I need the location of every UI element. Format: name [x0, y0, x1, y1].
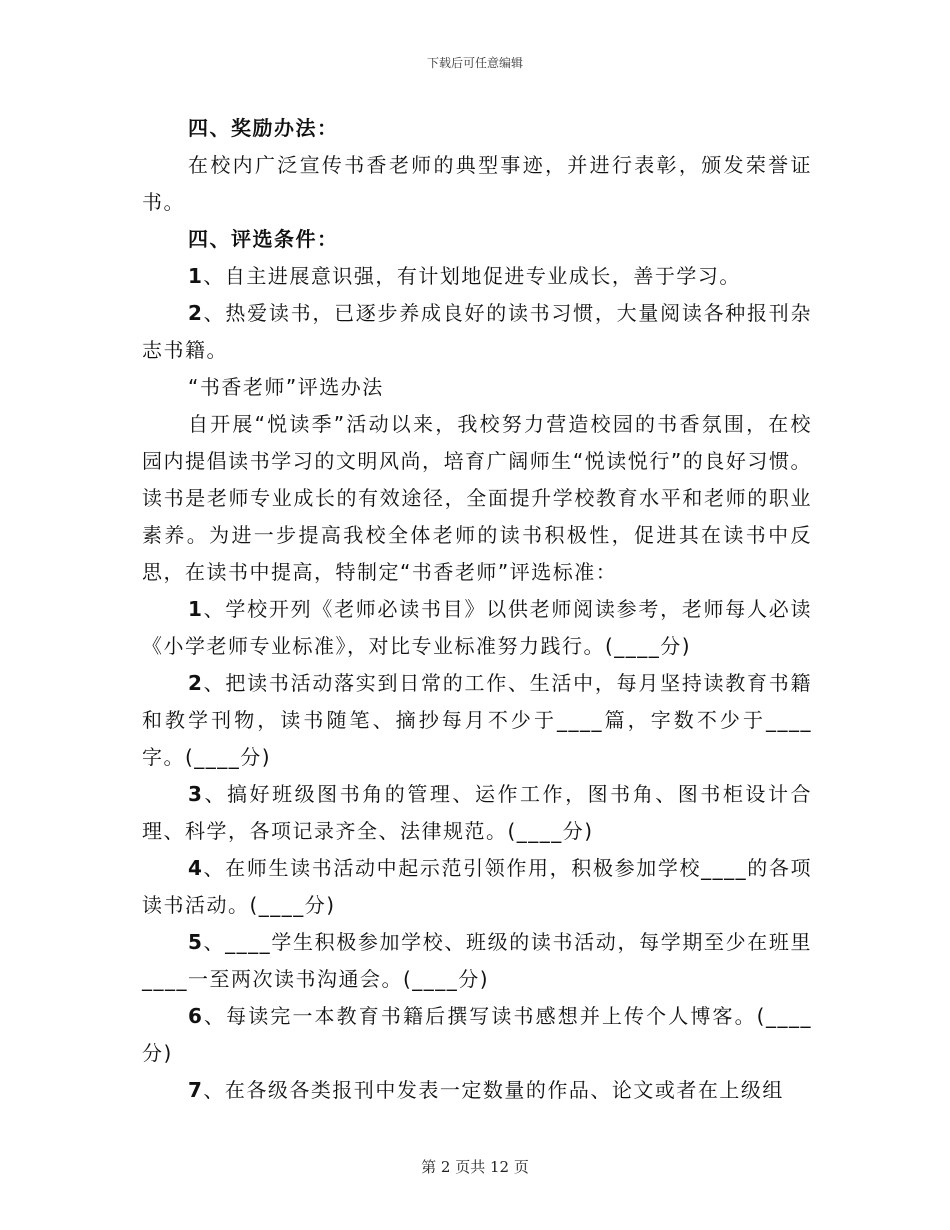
item-number: 1 — [188, 597, 204, 621]
item-text: 、在各级各类报刊中发表一定数量的作品、论文或者在上级组 — [203, 1078, 784, 1102]
standard-item-7 — [142, 1072, 812, 1109]
intro-paragraph: 自开展“悦读季”活动以来，我校努力营造校园的书香氛围，在校园内提倡读书学习的文明风尚，培育广阔师生“悦读悦行”的良好习惯。读书是老师专业成长的有效途径，全面提升学校教育水平和老师的职业素养。为进一步提高我校全体老师的读书积极性，促进其在读书中反思，在读书中提高，特制定“书香老师”评选标准： — [142, 412, 812, 584]
item-text: 、____学生积极参加学校、班级的读书活动，每学期至少在班里____一至两次读书沟通会。(____分) — [142, 930, 812, 991]
document-body — [142, 110, 812, 1109]
criteria-item-2 — [142, 295, 812, 369]
item-number: 4 — [188, 856, 204, 880]
page-header: 下载后可任意编辑 — [426, 56, 523, 70]
item-number: 1 — [188, 264, 204, 288]
item-text: 、热爱读书，已逐步养成良好的读书习惯，大量阅读各种报刊杂志书籍。 — [142, 301, 812, 362]
item-number: 3 — [188, 782, 204, 806]
standard-item-6 — [142, 998, 812, 1072]
item-text: 、学校开列《老师必读书目》以供老师阅读参考，老师每人必读《小学老师专业标准》，对比专业标准努力践行。(____分) — [142, 597, 812, 658]
section-heading-rewards: 四、奖励办法： — [188, 116, 339, 140]
standard-item-3 — [142, 776, 812, 850]
item-number: 6 — [188, 1004, 204, 1028]
item-number: 7 — [188, 1078, 204, 1102]
item-text: 、每读完一本教育书籍后撰写读书感想并上传个人博客。(____分) — [142, 1004, 812, 1065]
item-text: 、自主进展意识强，有计划地促进专业成长，善于学习。 — [203, 264, 741, 288]
rewards-paragraph: 在校内广泛宣传书香老师的典型事迹，并进行表彰，颁发荣誉证书。 — [142, 153, 812, 214]
standard-item-2 — [142, 665, 812, 776]
criteria-item-1 — [142, 258, 812, 295]
standard-item-4 — [142, 850, 812, 924]
section-heading-criteria: 四、评选条件： — [188, 227, 339, 251]
method-title: “书香老师”评选办法 — [188, 375, 384, 399]
item-text: 、搞好班级图书角的管理、运作工作，图书角、图书柜设计合理、科学，各项记录齐全、法律规范。(____分) — [142, 782, 812, 843]
item-number: 2 — [188, 671, 204, 695]
standard-item-1 — [142, 591, 812, 665]
item-text: 、把读书活动落实到日常的工作、生活中，每月坚持读教育书籍和教学刊物，读书随笔、摘抄每月不少于____篇，字数不少于____字。(____分) — [142, 671, 812, 769]
item-text: 、在师生读书活动中起示范引领作用，积极参加学校____的各项读书活动。(____分) — [142, 856, 812, 917]
standard-item-5 — [142, 924, 812, 998]
item-number: 2 — [188, 301, 204, 325]
item-number: 5 — [188, 930, 204, 954]
page-footer: 第 2 页共 12 页 — [421, 1158, 529, 1176]
